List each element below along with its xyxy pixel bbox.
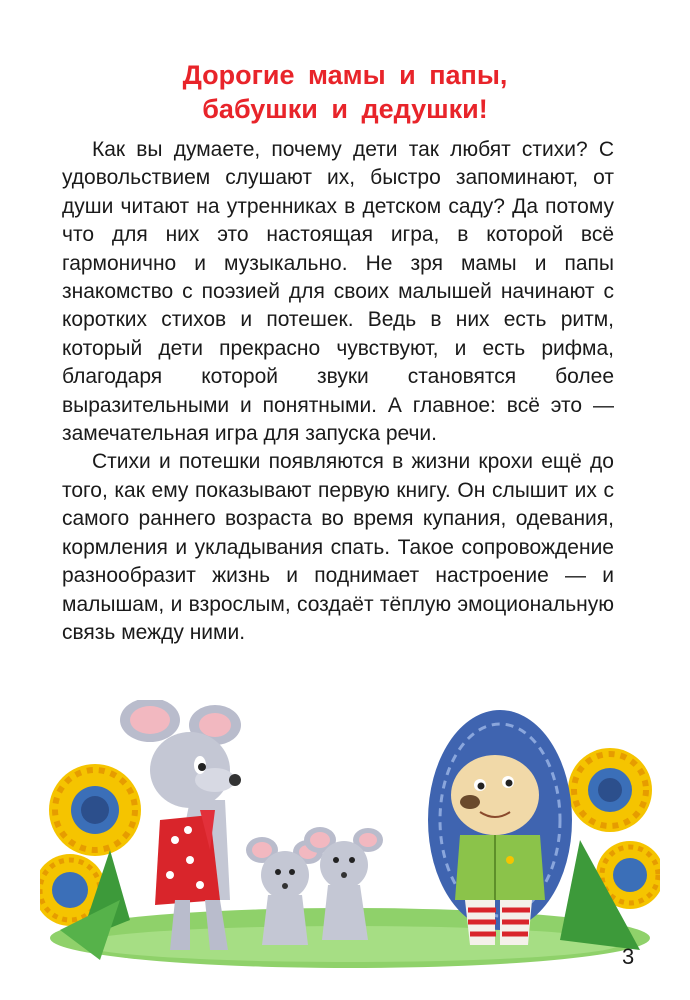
paragraph-2: Стихи и потешки появляются в жизни крохи ещё до того, как ему показывают первую книгу. Он слышит их с самого раннего возраста во время купания, одевания, кормления и укладывания спать. Такое сопровождение разнообразит жизнь и поднимает настроение — и малышам, и взрослым, создаёт тёплую эмоциональную связь между ними. <box>62 450 614 644</box>
page-heading <box>0 58 690 126</box>
sunflower-right-icon <box>560 748 660 950</box>
page-number: 3 <box>622 944 635 969</box>
heading-line-2: бабушки и дедушки! <box>202 94 488 124</box>
animals-illustration <box>40 700 660 970</box>
paragraph-1: Как вы думаете, почему дети так любят стихи? С удовольствием слушают их, быстро запоминают, от души читают на утренниках в детском саду? Да потому что для них это настоящая игра, в которой всё гармонично и музыкально. Не зря мамы и папы знакомство с поэзией для своих малышей начинают с коротких стихов и потешек. Ведь в них есть ритм, который дети прекрасно чувствуют, и есть рифма, благодаря которой звуки становятся более выразительными и понятными. А главное: всё это — замечательная игра для запуска речи. <box>62 138 614 446</box>
heading-line-1: Дорогие мамы и папы, <box>182 60 508 90</box>
body-text <box>62 136 614 647</box>
